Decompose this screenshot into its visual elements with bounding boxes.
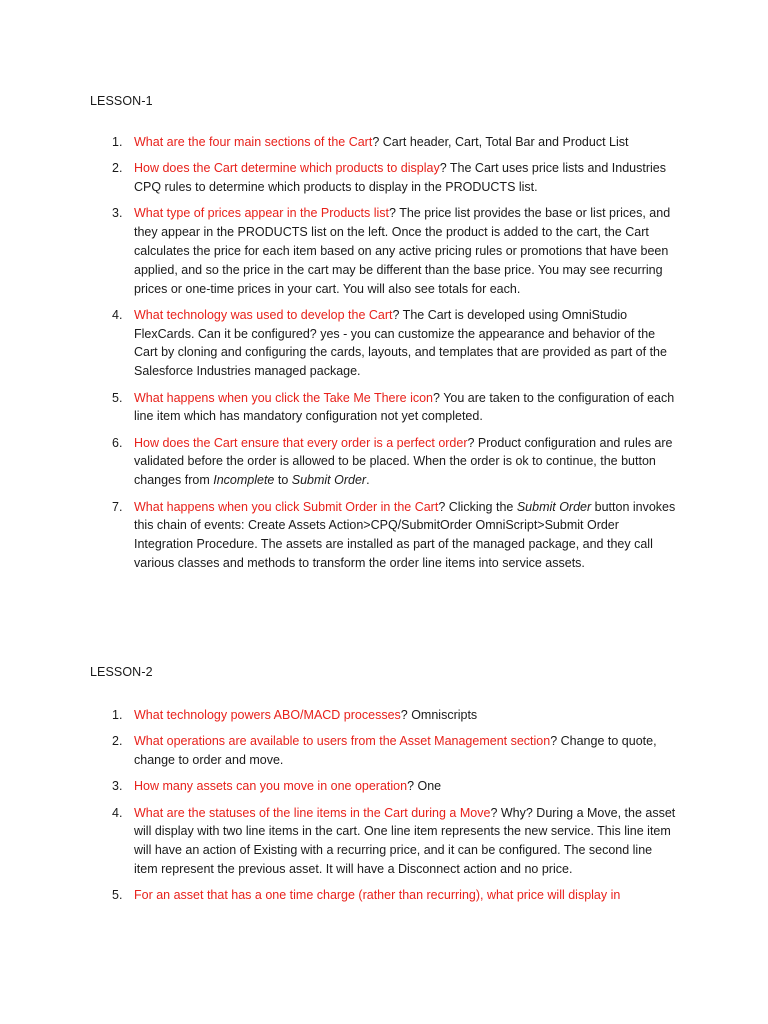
answer-italic-text: Submit Order [516,499,592,514]
question-text: What are the four main sections of the Cart [134,135,373,149]
list-item-number: 3. [112,779,123,794]
list-item-number: 7. [112,499,123,514]
answer-text: ? The Cart uses price lists and Industries CPQ rules to determine which products to display in the PRODUCTS list. [134,161,666,195]
question-text: How many assets can you move in one operation [134,779,408,794]
list-item-number: 5. [112,390,123,405]
list-item [0,159,768,197]
list-item-number: 5. [112,888,123,903]
list-item [0,498,768,573]
question-text: How does the Cart ensure that every order is a perfect order [134,435,468,450]
question-text: For an asset that has a one time charge (rather than recurring), what price will display in [134,888,621,903]
answer-text: ? The price list provides the base or list prices, and they appear in the PRODUCTS list on the left. Once the product is added to the cart, the Cart calculates the price for each item based on any active pricing rules or promotions that have been applied, and so the price in the cart may be different than the base price. You may see recurring prices or one-time prices in your cart. You will also see totals for each. [134,206,671,296]
list-item [0,204,768,298]
answer-text: button invokes this chain of events: Create Assets Action>CPQ/SubmitOrder OmniScript>Submit Order Integration Procedure. The assets are installed as part of the managed package, and they call various classes and methods to transform the order line items into service assets. [134,499,676,570]
list-item [0,732,768,770]
question-text: What operations are available to users from the Asset Management section [134,734,551,749]
lesson-1-heading: LESSON-1 [90,94,153,108]
list-item [0,133,768,152]
question-text: What are the statuses of the line items in the Cart during a Move [134,805,491,820]
lesson-1-question-list [0,133,768,580]
answer-italic-text: Submit Order [291,473,367,488]
answer-italic-text: Incomplete [213,473,275,488]
list-item [0,389,768,427]
answer-text: ? You are taken to the configuration of each line item which has mandatory configuration not yet completed. [134,390,675,424]
answer-text: . [366,473,370,488]
list-item [0,434,768,490]
answer-text: ? Clicking the [438,499,517,514]
question-text: What type of prices appear in the Products list [134,206,389,221]
answer-text: ? Omniscripts [400,708,478,722]
list-item-number: 4. [112,805,123,820]
list-item-number: 2. [112,161,123,176]
list-item [0,306,768,381]
list-item [0,804,768,879]
answer-text: ? One [407,779,442,794]
answer-text: ? The Cart is developed using OmniStudio FlexCards. Can it be configured? yes - you can customize the appearance and behavior of the Cart by cloning and configuring the cards, layouts, and templates that are provided as part of the Salesforce Industries managed package. [134,307,667,379]
lesson-2-question-list [0,706,768,913]
list-item-number: 4. [112,307,123,322]
list-item-number: 6. [112,435,123,450]
answer-text: ? Why? During a Move, the asset will display with two line items in the cart. One line item represents the new service. This line item will have an action of Existing with a recurring price, and it can be configured. The second line item represent the previous asset. It will have a Disconnect action and no price. [134,805,676,877]
list-item [0,777,768,796]
lesson-2-heading: LESSON-2 [90,665,153,679]
list-item-number: 1. [112,135,123,149]
question-text: How does the Cart determine which products to display [134,161,440,176]
answer-text: to [274,473,292,488]
answer-text: ? Cart header, Cart, Total Bar and Product List [372,135,629,149]
list-item-number: 2. [112,734,123,749]
answer-text: ? Product configuration and rules are validated before the order is allowed to be placed. When the order is ok to continue, the button changes from [134,435,673,488]
list-item [0,886,768,905]
question-text: What technology powers ABO/MACD processes [134,708,401,722]
list-item [0,706,768,725]
question-text: What technology was used to develop the Cart [134,307,393,322]
question-text: What happens when you click Submit Order in the Cart [134,499,439,514]
answer-text: ? Change to quote, change to order and move. [134,734,657,768]
question-text: What happens when you click the Take Me There icon [134,390,434,405]
list-item-number: 1. [112,708,123,722]
list-item-number: 3. [112,206,123,221]
